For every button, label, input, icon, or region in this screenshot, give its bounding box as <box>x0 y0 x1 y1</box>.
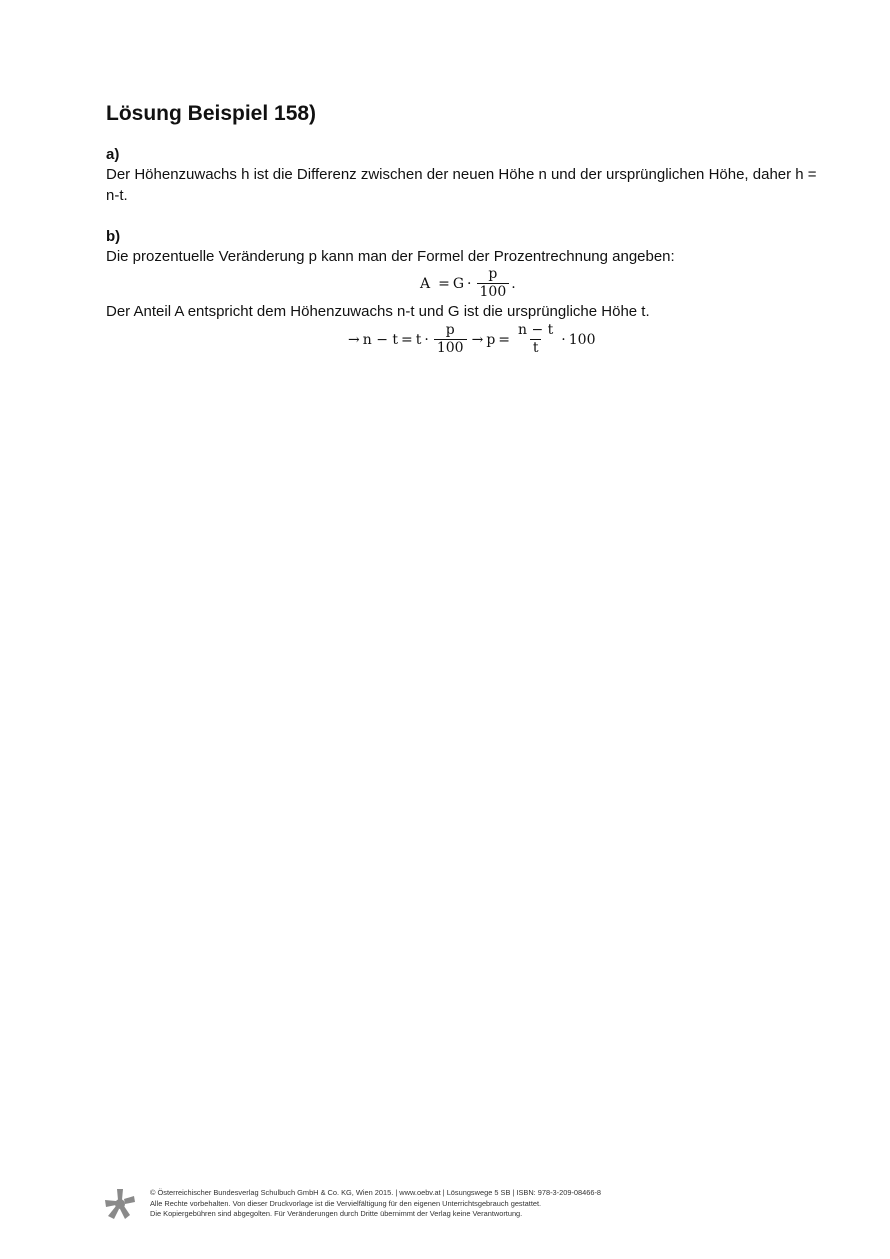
fraction-numerator: p <box>445 322 455 338</box>
part-b-intro: Die prozentuelle Veränderung p kann man der Formel der Prozentrechnung angeben: <box>106 248 675 265</box>
oebv-star-logo-icon <box>104 1188 136 1220</box>
fraction-denominator: 100 <box>434 339 467 357</box>
fraction-numerator: p <box>488 266 498 282</box>
fraction-denominator: 100 <box>477 283 510 301</box>
footer-disclaimer: Die Kopiergebühren sind abgegolten. Für Veränderungen durch Dritte übernimmt der Verlag keine Verantwortung. <box>150 1209 523 1219</box>
arrow-icon: → <box>348 331 360 348</box>
part-a-text: Der Höhenzuwachs h ist die Differenz zwischen der neuen Höhe n und der ursprünglichen Höhe, daher h = n-t. <box>106 166 817 204</box>
formula2-dot-2: · <box>561 331 566 348</box>
formula-equals: = <box>438 275 450 292</box>
formula2-fraction-nt <box>515 322 556 357</box>
formula2-equals: = <box>401 331 413 348</box>
part-b-label: b) <box>106 228 121 245</box>
formula2-p: p <box>486 331 496 348</box>
formula-period: . <box>511 275 516 292</box>
formula2-lhs: n − t <box>362 331 399 348</box>
page-title: Lösung Beispiel 158) <box>106 102 317 125</box>
formula-fraction <box>477 266 510 301</box>
solution-formula <box>348 322 595 357</box>
formula2-equals-2: = <box>498 331 511 348</box>
formula-A: A <box>420 275 431 292</box>
footer <box>104 1188 804 1224</box>
footer-copyright: © Österreichischer Bundesverlag Schulbuch GmbH & Co. KG, Wien 2015. | www.oebv.at | Lösungswege 5 SB | ISBN: 978-3-209-08466-8 <box>150 1188 602 1197</box>
percent-formula <box>420 266 516 301</box>
formula-G: G <box>452 275 465 292</box>
formula2-fraction-p <box>434 322 467 357</box>
part-a-label: a) <box>106 146 120 163</box>
formula-dot: · <box>467 275 472 292</box>
formula2-dot: · <box>424 331 429 348</box>
footer-text <box>150 1188 601 1220</box>
fraction-denominator: t <box>530 339 542 357</box>
formula2-hundred: 100 <box>568 331 596 348</box>
formula2-t: t <box>415 331 422 348</box>
arrow-icon: → <box>471 331 484 348</box>
part-b-middle: Der Anteil A entspricht dem Höhenzuwachs n-t und G ist die ursprüngliche Höhe t. <box>106 303 650 320</box>
footer-rights: Alle Rechte vorbehalten. Von dieser Druckvorlage ist die Vervielfältigung für den eigenen Unterrichtsgebrauch gestattet. <box>150 1198 542 1208</box>
fraction-numerator: n − t <box>518 322 554 338</box>
